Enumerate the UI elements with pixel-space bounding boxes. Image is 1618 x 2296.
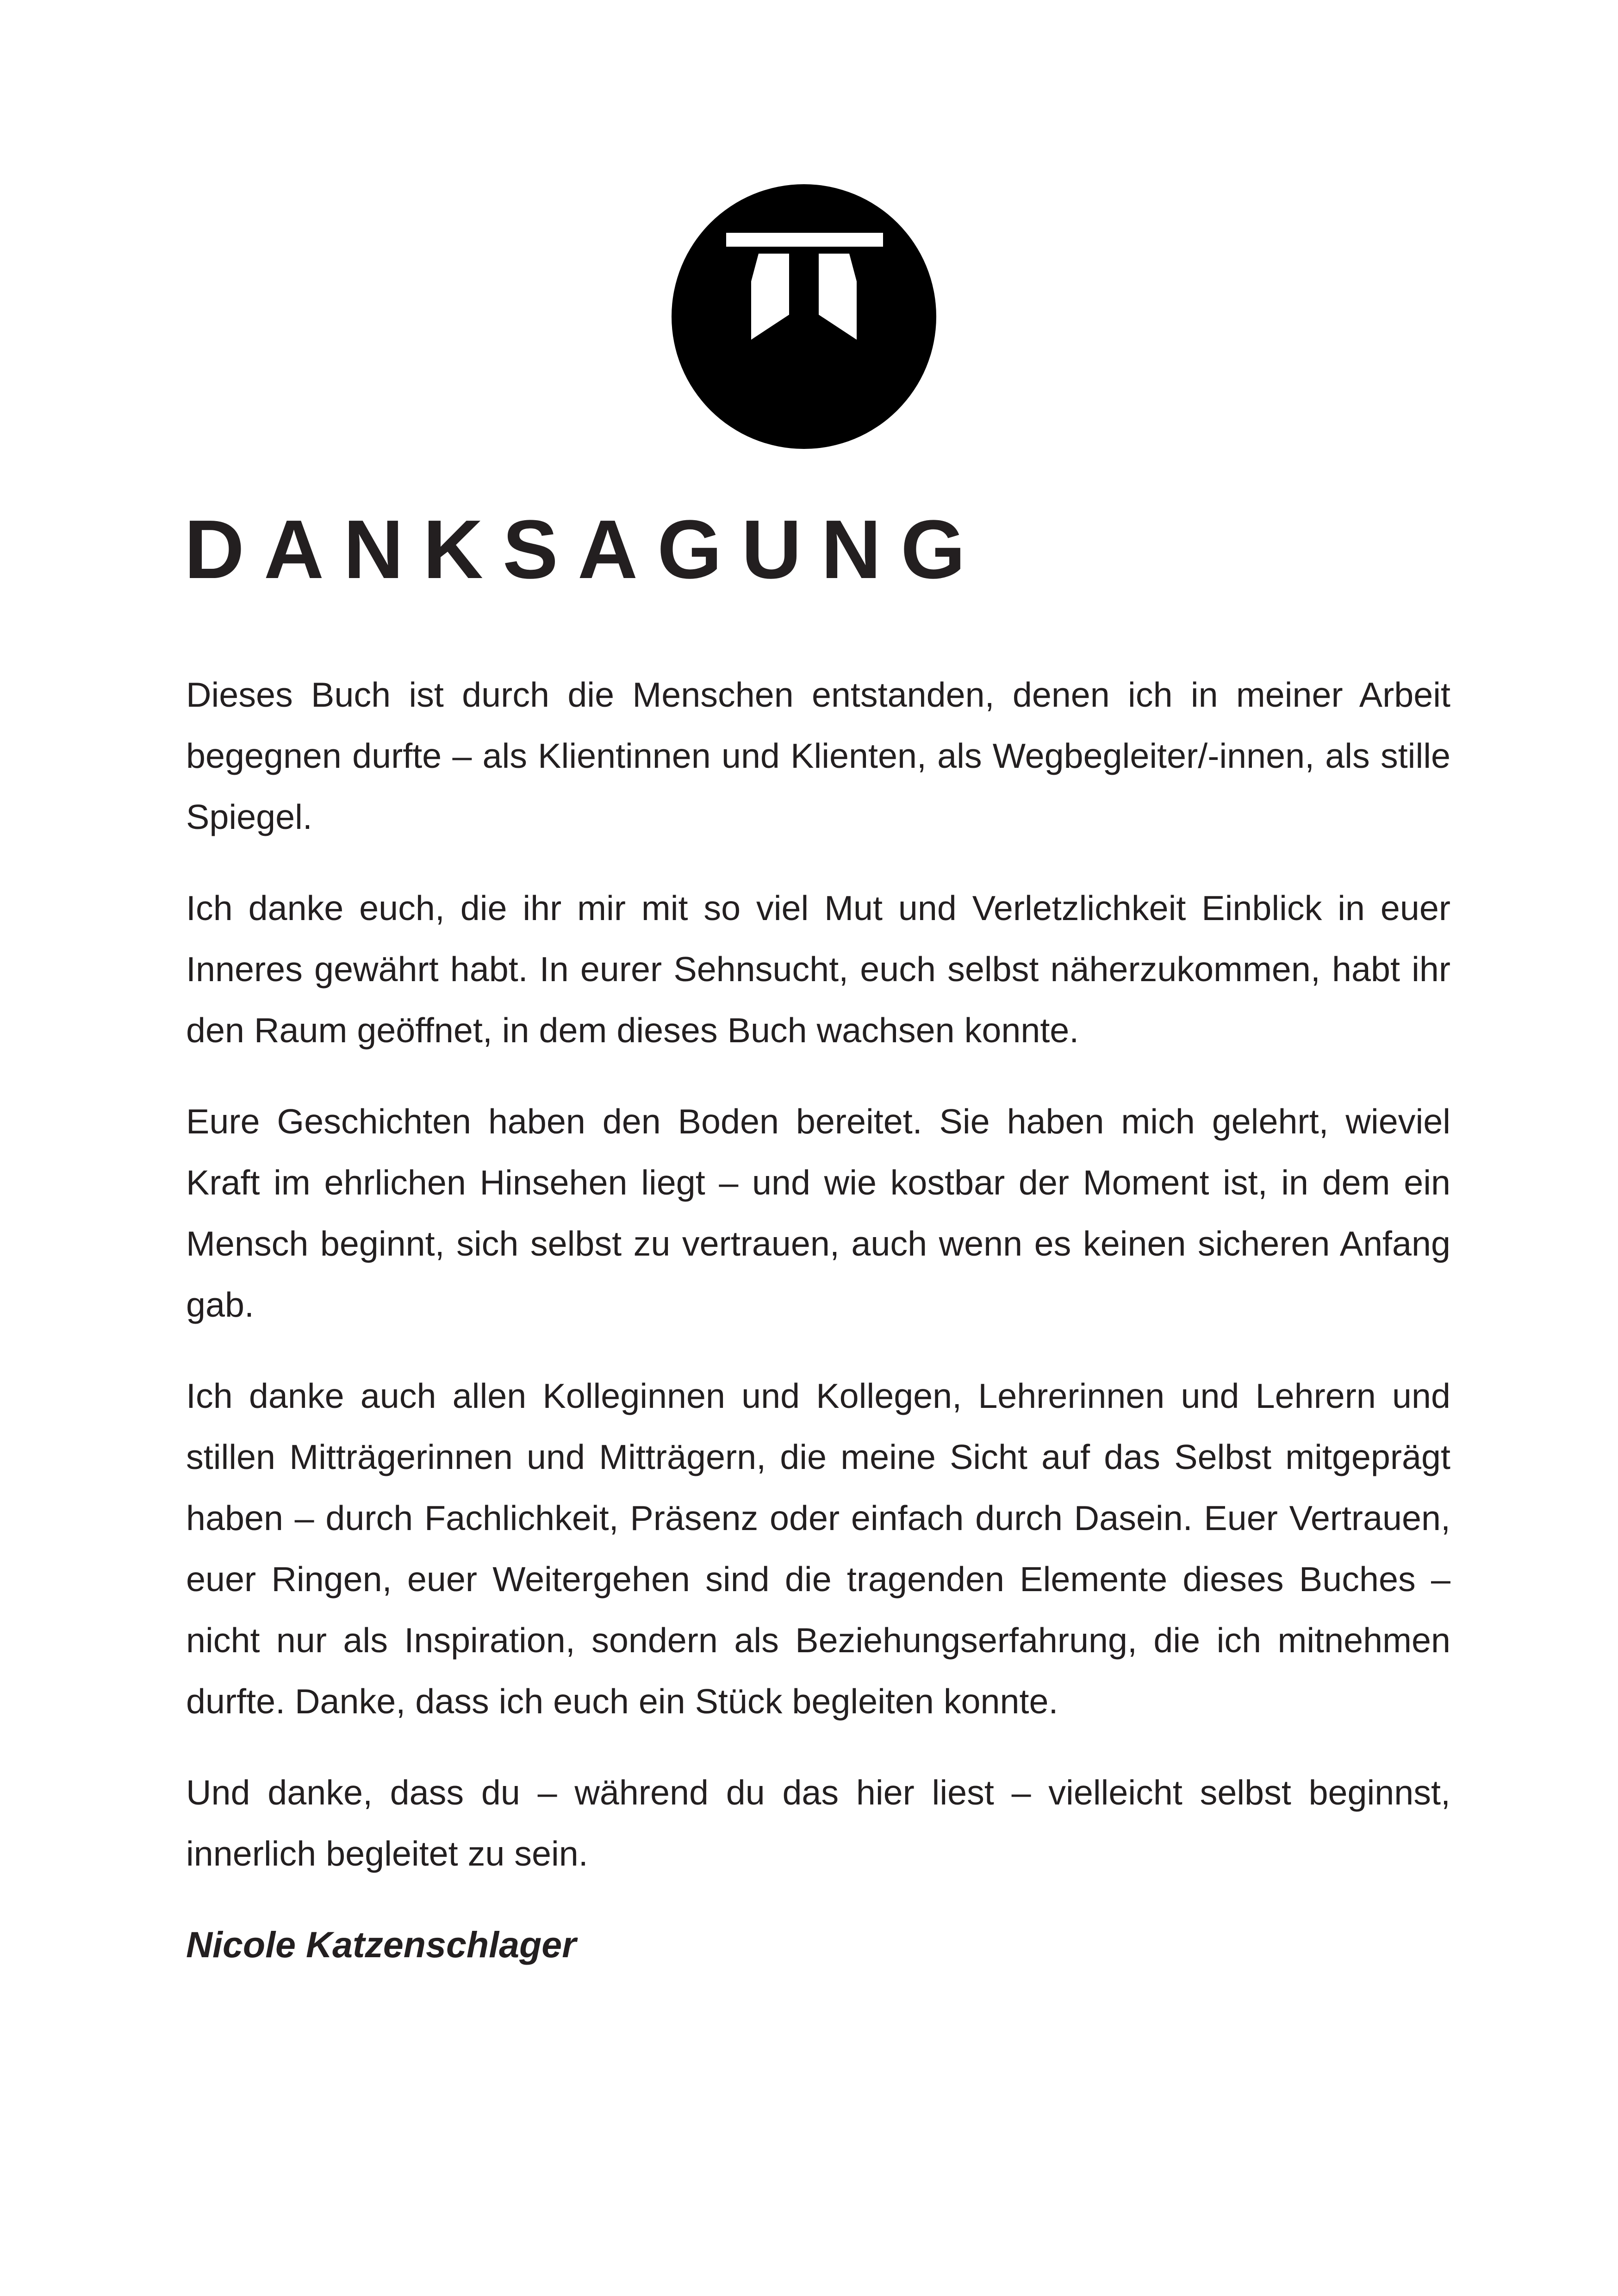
logo-emblem: [672, 184, 936, 449]
gate-monogram-icon: [672, 184, 936, 449]
paragraph-1: Dieses Buch ist durch die Menschen entstanden, denen ich in meiner Arbeit begegnen durfte – als Klientinnen und Klienten, als Wegbegleiter/-innen, als stille Spiegel.: [186, 675, 1450, 836]
page-title: DANKSAGUNG: [184, 503, 985, 596]
acknowledgement-text: [186, 664, 1450, 1975]
author-signature: Nicole Katzenschlager: [186, 1924, 576, 1965]
paragraph-3: Eure Geschichten haben den Boden bereitet. Sie haben mich gelehrt, wieviel Kraft im ehrlichen Hinsehen liegt – und wie kostbar der Moment ist, in dem ein Mensch beginnt, sich selbst zu vertrauen, auch wenn es keinen sicheren Anfang gab.: [186, 1102, 1450, 1324]
paragraph-5: Und danke, dass du – während du das hier liest – vielleicht selbst beginnst, innerlich begleitet zu sein.: [186, 1773, 1450, 1873]
paragraph-4: Ich danke auch allen Kolleginnen und Kollegen, Lehrerinnen und Lehrern und stillen Mitträgerinnen und Mitträgern, die meine Sicht auf das Selbst mitgeprägt haben – durch Fachlichkeit, Präsenz oder einfach durch Dasein. Euer Vertrauen, euer Ringen, euer Weitergehen sind die tragenden Elemente dieses Buches – nicht nur als Inspiration, sondern als Beziehungserfahrung, die ich mitnehmen durfte. Danke, dass ich euch ein Stück begleiten konnte.: [186, 1376, 1450, 1721]
paragraph-2: Ich danke euch, die ihr mir mit so viel Mut und Verletzlichkeit Einblick in euer Inneres gewährt habt. In eurer Sehnsucht, euch selbst näherzukommen, habt ihr den Raum geöffnet, in dem dieses Buch wachsen konnte.: [186, 889, 1450, 1050]
